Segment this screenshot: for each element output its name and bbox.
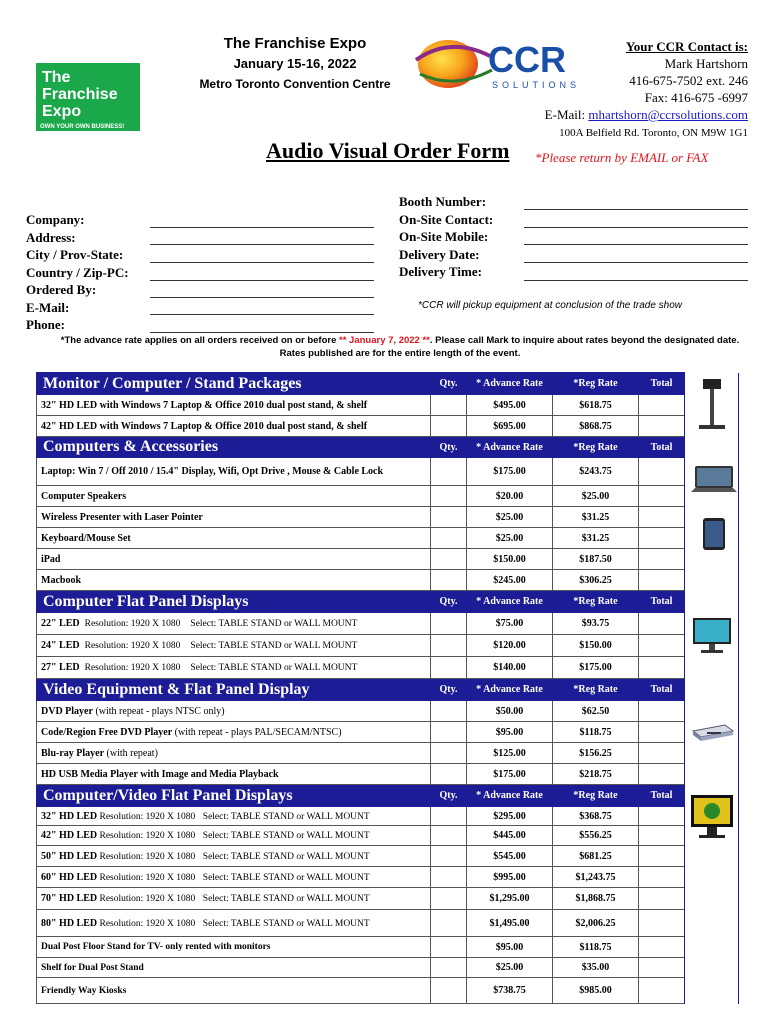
col-qty-header: Qty. [431, 373, 467, 395]
ccr-contact-block [545, 38, 748, 142]
field-delivery-time-label: Delivery Time: [399, 264, 482, 279]
item-title: Code/Region Free DVD Player [41, 726, 173, 738]
event-name: The Franchise Expo [223, 35, 367, 52]
onsite-mobile-input-line[interactable] [524, 244, 748, 245]
total-cell[interactable] [639, 635, 685, 657]
item-select: Select: TABLE STAND or WALL MOUNT [202, 894, 370, 904]
franchise-expo-logo [36, 63, 140, 131]
table-row [37, 958, 739, 978]
table-row [37, 722, 739, 743]
table-row [37, 458, 739, 486]
total-cell[interactable] [639, 846, 685, 867]
table-row [37, 978, 739, 1004]
advance-rate: $95.00 [467, 937, 553, 958]
image-cell [685, 591, 739, 679]
col-advance-header: * Advance Rate [467, 591, 553, 613]
qty-cell[interactable] [431, 395, 467, 416]
section-title: Computers & Accessories [37, 437, 431, 458]
delivery-time-input-line[interactable] [524, 280, 748, 281]
field-country-label: Country / Zip-PC: [26, 264, 129, 280]
qty-cell[interactable] [431, 937, 467, 958]
item-name [37, 613, 431, 635]
reg-rate: $25.00 [553, 486, 639, 507]
item-select: Select: TABLE STAND or WALL MOUNT [190, 641, 358, 651]
col-qty-header: Qty. [431, 591, 467, 613]
section-header-monitor-packages [37, 373, 739, 395]
item-name: Keyboard/Mouse Set [37, 528, 431, 549]
total-cell[interactable] [639, 613, 685, 635]
col-qty-header: Qty. [431, 679, 467, 701]
monitor-stand-icon [689, 373, 735, 433]
country-input-line[interactable] [150, 280, 374, 281]
logo-line-2: Franchise [42, 86, 118, 103]
item-resolution: Resolution: 1920 X 1080 [97, 894, 196, 904]
col-reg-header: *Reg Rate [553, 785, 639, 807]
contact-name: Mark Hartshorn [664, 56, 748, 71]
reg-rate: $118.75 [553, 937, 639, 958]
advance-rate: $175.00 [467, 764, 553, 785]
total-cell[interactable] [639, 458, 685, 486]
event-dates: January 15-16, 2022 [233, 56, 357, 71]
item-name [37, 743, 431, 764]
item-size: 50" HD LED [41, 850, 98, 862]
section-header-video-flat-panels [37, 785, 739, 807]
reg-rate: $35.00 [553, 958, 639, 978]
item-size: 70" HD LED [41, 893, 98, 904]
advance-rate: $20.00 [467, 486, 553, 507]
advance-rate: $75.00 [467, 613, 553, 635]
advance-note-date: ** January 7, 2022 ** [339, 335, 430, 346]
item-name: 42" HD LED with Windows 7 Laptop & Office 2010 dual post stand, & shelf [37, 416, 431, 437]
item-size: 27" LED [41, 662, 80, 673]
advance-rate: $1,495.00 [467, 910, 553, 937]
onsite-contact-input-line[interactable] [524, 227, 748, 228]
item-name [37, 910, 431, 937]
item-name: Dual Post Floor Stand for TV- only rented with monitors [37, 937, 431, 958]
svg-text:SOLUTIONS: SOLUTIONS [492, 80, 581, 90]
reg-rate: $31.25 [553, 528, 639, 549]
qty-cell[interactable] [431, 507, 467, 528]
booth-input-line[interactable] [524, 209, 748, 210]
advance-rate: $25.00 [467, 528, 553, 549]
item-name [37, 722, 431, 743]
advance-rate: $695.00 [467, 416, 553, 437]
image-cell [685, 373, 739, 437]
contact-email-link[interactable]: mhartshorn@ccrsolutions.com [588, 107, 748, 122]
qty-cell[interactable] [431, 807, 467, 826]
total-cell[interactable] [639, 958, 685, 978]
total-cell[interactable] [639, 807, 685, 826]
item-size: 24" LED [41, 640, 80, 651]
item-name [37, 764, 431, 785]
field-ordered-by-label: Ordered By: [26, 282, 97, 297]
table-row [37, 867, 739, 888]
advance-rate: $495.00 [467, 395, 553, 416]
item-select: Select: TABLE STAND or WALL MOUNT [202, 918, 370, 929]
field-city-label: City / Prov-State: [26, 247, 124, 262]
section-header-computers [37, 437, 739, 458]
reg-rate: $306.25 [553, 570, 639, 591]
total-cell[interactable] [639, 910, 685, 937]
advance-rate-note [40, 334, 760, 360]
col-reg-header: *Reg Rate [553, 373, 639, 395]
reg-rate: $243.75 [553, 458, 639, 486]
field-email-label: E-Mail: [26, 299, 70, 315]
total-cell[interactable] [639, 937, 685, 958]
return-note: *Please return by EMAIL or FAX [535, 150, 709, 165]
advance-note-part2: . Please call Mark to inquire about rates beyond the designated date. [429, 335, 740, 346]
item-select: Select: TABLE STAND or WALL MOUNT [202, 851, 370, 862]
item-note: (with repeat - plays NTSC only) [92, 705, 225, 717]
field-onsite-mobile-label: On-Site Mobile: [399, 229, 489, 244]
reg-rate: $1,868.75 [553, 888, 639, 910]
table-row [37, 657, 739, 679]
col-advance-header: * Advance Rate [467, 679, 553, 701]
col-total-header: Total [639, 591, 685, 613]
dvd-player-icon [689, 705, 735, 755]
col-advance-header: * Advance Rate [467, 437, 553, 458]
item-name [37, 867, 431, 888]
item-size: 22" LED [41, 618, 80, 629]
item-title: DVD Player [41, 705, 93, 717]
item-name: 32" HD LED with Windows 7 Laptop & Office 2010 dual post stand, & shelf [37, 395, 431, 416]
col-total-header: Total [639, 373, 685, 395]
item-resolution: Resolution: 1920 X 1080 [84, 619, 181, 629]
qty-cell[interactable] [431, 701, 467, 722]
email-input-line[interactable] [150, 314, 374, 315]
section-title: Computer Flat Panel Displays [37, 591, 431, 613]
reg-rate: $31.25 [553, 507, 639, 528]
col-reg-header: *Reg Rate [553, 591, 639, 613]
item-name [37, 826, 431, 846]
item-resolution: Resolution: 1920 X 1080 [97, 831, 196, 841]
advance-rate: $50.00 [467, 701, 553, 722]
item-select: Select: TABLE STAND or WALL MOUNT [190, 663, 358, 673]
reg-rate: $218.75 [553, 764, 639, 785]
image-cell [685, 437, 739, 591]
table-row [37, 888, 739, 910]
total-cell[interactable] [639, 888, 685, 910]
total-cell[interactable] [639, 764, 685, 785]
reg-rate: $62.50 [553, 701, 639, 722]
advance-rate: $120.00 [467, 635, 553, 657]
advance-rate: $150.00 [467, 549, 553, 570]
image-cell [685, 679, 739, 785]
reg-rate: $1,243.75 [553, 867, 639, 888]
table-row [37, 549, 739, 570]
table-row [37, 701, 739, 722]
item-note: (with repeat) [104, 747, 158, 759]
table-row [37, 613, 739, 635]
qty-cell[interactable] [431, 657, 467, 679]
reg-rate: $868.75 [553, 416, 639, 437]
reg-rate: $556.25 [553, 826, 639, 846]
ordered-by-input-line[interactable] [150, 297, 374, 298]
field-delivery-date-label: Delivery Date: [399, 246, 480, 262]
field-onsite-contact-label: On-Site Contact: [399, 211, 494, 227]
phone-input-line[interactable] [150, 332, 374, 333]
qty-cell[interactable] [431, 570, 467, 591]
qty-cell[interactable] [431, 635, 467, 657]
item-size: 60" HD LED [41, 871, 98, 883]
contact-fax: Fax: 416-675 -6997 [644, 90, 748, 105]
reg-rate: $175.00 [553, 657, 639, 679]
advance-rate: $25.00 [467, 507, 553, 528]
item-title: Blu-ray Player [41, 747, 105, 759]
laptop-icon [689, 452, 739, 572]
item-select: Select: TABLE STAND or WALL MOUNT [202, 831, 370, 841]
table-row [37, 910, 739, 937]
contact-email-label: E-Mail: [544, 107, 589, 122]
item-name [37, 846, 431, 867]
advance-rate: $25.00 [467, 958, 553, 978]
company-input-line[interactable] [150, 227, 374, 228]
qty-cell[interactable] [431, 528, 467, 549]
logo-line-1: The [42, 69, 71, 86]
advance-rate: $738.75 [467, 978, 553, 1004]
table-row [37, 395, 739, 416]
total-cell[interactable] [639, 486, 685, 507]
table-row [37, 743, 739, 764]
item-name [37, 701, 431, 722]
qty-cell[interactable] [431, 486, 467, 507]
reg-rate: $2,006.25 [553, 910, 639, 937]
total-cell[interactable] [639, 657, 685, 679]
col-qty-header: Qty. [431, 785, 467, 807]
item-name: Macbook [37, 570, 431, 591]
total-cell[interactable] [639, 867, 685, 888]
table-row [37, 528, 739, 549]
flat-panel-icon [689, 608, 735, 658]
item-select: Select: TABLE STAND or WALL MOUNT [202, 872, 370, 883]
item-resolution: Resolution: 1920 X 1080 [84, 641, 181, 651]
total-cell[interactable] [639, 570, 685, 591]
col-reg-header: *Reg Rate [553, 437, 639, 458]
advance-rate: $545.00 [467, 846, 553, 867]
advance-rate: $140.00 [467, 657, 553, 679]
table-row [37, 486, 739, 507]
total-cell[interactable] [639, 743, 685, 764]
col-total-header: Total [639, 437, 685, 458]
table-row [37, 807, 739, 826]
field-address-label: Address: [26, 229, 76, 245]
tv-icon [689, 789, 735, 843]
qty-cell[interactable] [431, 416, 467, 437]
field-phone-label: Phone: [26, 317, 65, 332]
qty-cell[interactable] [431, 826, 467, 846]
item-resolution: Resolution: 1920 X 1080 [97, 918, 196, 929]
qty-cell[interactable] [431, 613, 467, 635]
table-row [37, 937, 739, 958]
total-cell[interactable] [639, 528, 685, 549]
item-name: Laptop: Win 7 / Off 2010 / 15.4" Display, Wifi, Opt Drive , Mouse & Cable Lock [37, 458, 431, 486]
address-input-line[interactable] [150, 244, 374, 245]
reg-rate: $150.00 [553, 635, 639, 657]
qty-cell[interactable] [431, 910, 467, 937]
item-name: Computer Speakers [37, 486, 431, 507]
qty-cell[interactable] [431, 722, 467, 743]
reg-rate: $118.75 [553, 722, 639, 743]
qty-cell[interactable] [431, 549, 467, 570]
image-cell [685, 785, 739, 1004]
event-info [170, 34, 420, 94]
item-size: 32" HD LED [41, 810, 98, 822]
item-title: HD USB Media Player with Image and Media Playback [41, 768, 279, 780]
col-qty-header: Qty. [431, 437, 467, 458]
table-row [37, 570, 739, 591]
item-resolution: Resolution: 1920 X 1080 [97, 851, 196, 862]
table-row [37, 764, 739, 785]
col-advance-header: * Advance Rate [467, 373, 553, 395]
table-row [37, 635, 739, 657]
item-name: Friendly Way Kiosks [37, 978, 431, 1004]
advance-rate: $1,295.00 [467, 888, 553, 910]
contact-phone: 416-675-7502 ext. 246 [629, 73, 748, 88]
item-size: 80" HD LED [41, 917, 98, 929]
qty-cell[interactable] [431, 867, 467, 888]
item-resolution: Resolution: 1920 X 1080 [97, 811, 196, 822]
advance-note-part1: *The advance rate applies on all orders received on or before [60, 335, 340, 346]
item-name [37, 807, 431, 826]
reg-rate: $618.75 [553, 395, 639, 416]
contact-email-row [545, 106, 748, 123]
section-title: Video Equipment & Flat Panel Display [37, 679, 431, 701]
col-total-header: Total [639, 679, 685, 701]
logo-line-3: Expo [42, 103, 82, 120]
advance-rate: $995.00 [467, 867, 553, 888]
svg-text:CCR: CCR [488, 39, 566, 80]
item-select: Select: TABLE STAND or WALL MOUNT [202, 811, 370, 822]
qty-cell[interactable] [431, 978, 467, 1004]
table-row [37, 507, 739, 528]
event-venue: Metro Toronto Convention Centre [199, 77, 391, 91]
city-input-line[interactable] [150, 262, 374, 263]
item-name: Wireless Presenter with Laser Pointer [37, 507, 431, 528]
advance-rate: $245.00 [467, 570, 553, 591]
section-title: Monitor / Computer / Stand Packages [37, 373, 431, 395]
col-advance-header: * Advance Rate [467, 785, 553, 807]
item-resolution: Resolution: 1920 X 1080 [97, 872, 196, 883]
item-name: iPad [37, 549, 431, 570]
contact-heading: Your CCR Contact is: [625, 39, 748, 54]
pickup-note: *CCR will pickup equipment at conclusion of the trade show [418, 300, 683, 311]
qty-cell[interactable] [431, 743, 467, 764]
item-resolution: Resolution: 1920 X 1080 [84, 663, 181, 673]
total-cell[interactable] [639, 549, 685, 570]
advance-rate: $95.00 [467, 722, 553, 743]
total-cell[interactable] [639, 416, 685, 437]
reg-rate: $156.25 [553, 743, 639, 764]
logo-tagline: OWN YOUR OWN BUSINESS! [40, 124, 125, 130]
col-reg-header: *Reg Rate [553, 679, 639, 701]
section-header-video-equipment [37, 679, 739, 701]
advance-rate: $125.00 [467, 743, 553, 764]
advance-rate: $295.00 [467, 807, 553, 826]
field-company-label: Company: [26, 212, 85, 227]
total-cell[interactable] [639, 395, 685, 416]
item-note: (with repeat - plays PAL/SECAM/NTSC) [172, 726, 342, 738]
table-row [37, 846, 739, 867]
order-table [36, 372, 739, 1004]
qty-cell[interactable] [431, 846, 467, 867]
total-cell[interactable] [639, 722, 685, 743]
item-name: Shelf for Dual Post Stand [37, 958, 431, 978]
advance-rate: $445.00 [467, 826, 553, 846]
total-cell[interactable] [639, 507, 685, 528]
qty-cell[interactable] [431, 458, 467, 486]
contact-address: 100A Belfield Rd. Toronto, ON M9W 1G1 [559, 127, 748, 139]
advance-rate: $175.00 [467, 458, 553, 486]
reg-rate: $368.75 [553, 807, 639, 826]
total-cell[interactable] [639, 978, 685, 1004]
qty-cell[interactable] [431, 764, 467, 785]
item-name [37, 888, 431, 910]
reg-rate: $985.00 [553, 978, 639, 1004]
reg-rate: $681.25 [553, 846, 639, 867]
total-cell[interactable] [639, 701, 685, 722]
section-header-flat-panels [37, 591, 739, 613]
advance-note-line2: Rates published are for the entire length of the event. [279, 348, 521, 359]
col-total-header: Total [639, 785, 685, 807]
total-cell[interactable] [639, 826, 685, 846]
reg-rate: $93.75 [553, 613, 639, 635]
delivery-date-input-line[interactable] [524, 262, 748, 263]
item-select: Select: TABLE STAND or WALL MOUNT [190, 619, 358, 629]
section-title: Computer/Video Flat Panel Displays [37, 785, 431, 807]
item-size: 42" HD LED [41, 830, 98, 841]
qty-cell[interactable] [431, 888, 467, 910]
table-row [37, 416, 739, 437]
qty-cell[interactable] [431, 958, 467, 978]
reg-rate: $187.50 [553, 549, 639, 570]
form-title: Audio Visual Order Form [266, 138, 510, 163]
item-name [37, 635, 431, 657]
field-booth-label: Booth Number: [399, 194, 487, 209]
item-name [37, 657, 431, 679]
table-row [37, 826, 739, 846]
